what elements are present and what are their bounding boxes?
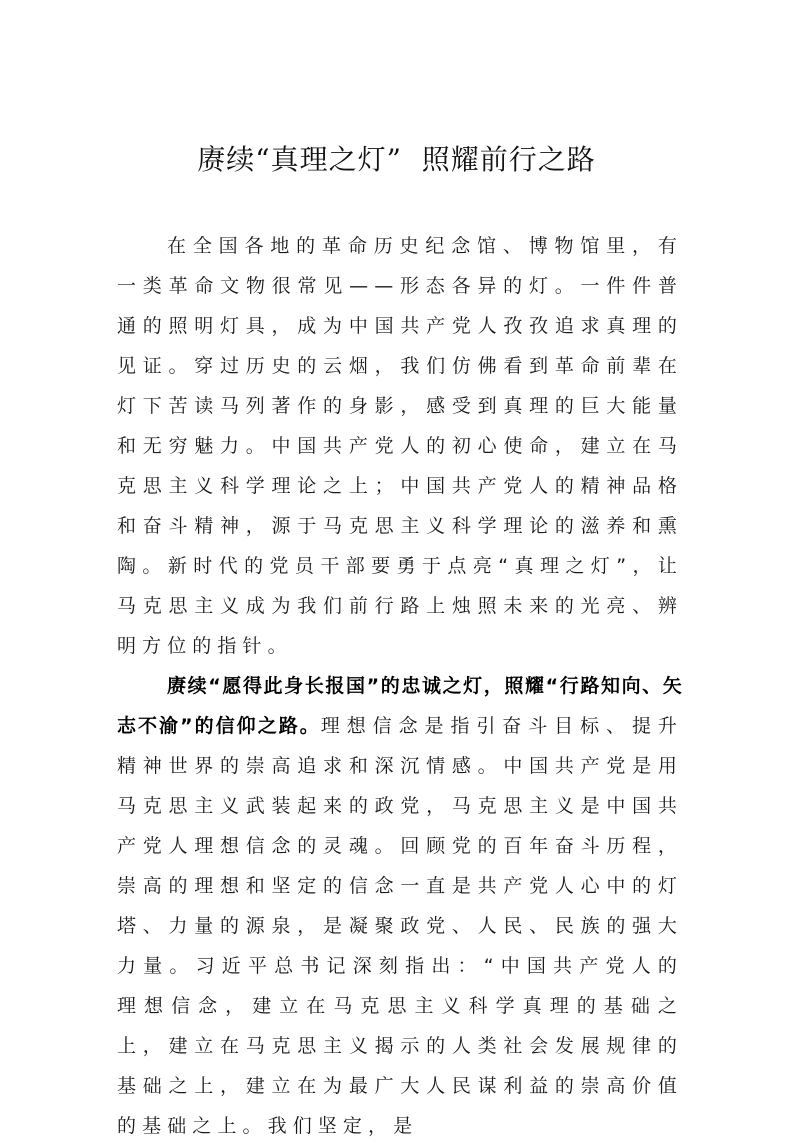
document-body [117,226,683,1146]
paragraph-2-heading: 赓续“愿得此身长报国”的忠诚之灯，照耀“行路知向、矢志不渝”的信仰之路。 [117,675,683,737]
paragraph-2 [117,666,683,1146]
page-title: 赓续“真理之灯” 照耀前行之路 [197,143,596,176]
paragraph-1 [117,226,683,666]
paragraph-1-text: 在全国各地的革命历史纪念馆、博物馆里，有一类革命文物很常见——形态各异的灯。一件件普通的照明灯具，成为中国共产党人孜孜追求真理的见证。穿过历史的云烟，我们仿佛看到革命前辈在灯下苦读马列著作的身影，感受到真理的巨大能量和无穷魅力。中国共产党人的初心使命，建立在马克思主义科学理论之上；中国共产党人的精神品格和奋斗精神，源于马克思主义科学理论的滋养和熏陶。新时代的党员干部要勇于点亮“真理之灯”，让马克思主义成为我们前行路上烛照未来的光亮、辨明方位的指针。 [117,235,683,657]
paragraph-2-text: 理想信念是指引奋斗目标、提升精神世界的崇高追求和深沉情感。中国共产党是用马克思主义武装起来的政党，马克思主义是中国共产党人理想信念的灵魂。回顾党的百年奋斗历程，崇高的理想和坚定的信念一直是共产党人心中的灯塔、力量的源泉，是凝聚政党、人民、民族的强大力量。习近平总书记深刻指出：“中国共产党人的理想信念，建立在马克思主义科学真理的基础之上，建立在马克思主义揭示的人类社会发展规律的基础之上，建立在为最广大人民谋利益的崇高价值的基础之上。我们坚定，是 [117,715,683,1137]
